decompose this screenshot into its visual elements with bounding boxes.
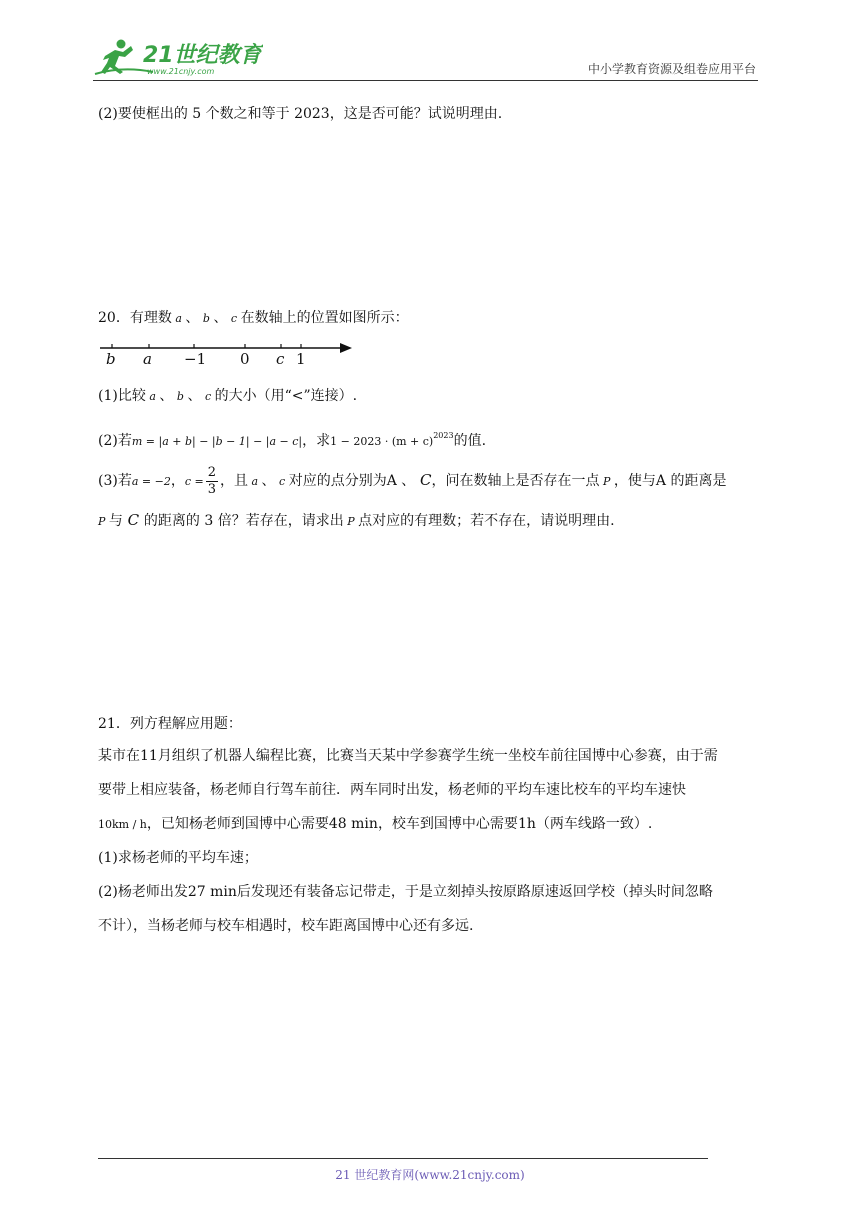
header-divider bbox=[93, 80, 758, 81]
axis-label-b: b bbox=[106, 350, 116, 368]
footer-link[interactable]: 21 世纪教育网(www.21cnjy.com) bbox=[335, 1168, 525, 1182]
q20-part3-line1: (3)若a = −2，c = $\frac{2}{3}$ ，且 a 、 c 对应的点分别为A 、 C，问在数轴上是否存在一点 P ，使与A 的距离是 bbox=[98, 464, 727, 497]
q20-part2: (2)若m = |a + b| − |b − 1| − |a − c|，求$1 - 2023 \cdot (m + c)^{2023}$的值. bbox=[98, 431, 487, 449]
q20-part3-line2: P 与 C 的距离的 3 倍？若存在，请求出 P 点对应的有理数；若不存在，请说明理由. bbox=[98, 511, 615, 529]
logo bbox=[93, 36, 263, 78]
fraction-two-thirds: $\frac{2}{3}$ bbox=[207, 464, 216, 497]
q21-line3: 10km / h，已知杨老师到国博中心需要48 min，校车到国博中心需要1h（两车线路一致）. bbox=[98, 816, 653, 832]
logo-url: www.21cnjy.com bbox=[147, 67, 215, 76]
q20-intro: 20．有理数 a 、 b 、 c 在数轴上的位置如图所示： bbox=[98, 310, 409, 326]
axis-label-a: a bbox=[143, 350, 152, 368]
q21-line2: 要带上相应装备，杨老师自行驾车前往．两车同时出发，杨老师的平均车速比校车的平均车速快 bbox=[98, 782, 686, 798]
axis-label-neg1: −1 bbox=[184, 350, 207, 368]
q20-part1: (1)比较 a 、 b 、 c 的大小（用“<”连接）. bbox=[98, 388, 358, 404]
header-platform-text: 中小学教育资源及组卷应用平台 bbox=[587, 62, 756, 76]
footer-divider bbox=[98, 1158, 708, 1159]
q21-title: 21．列方程解应用题： bbox=[98, 716, 242, 732]
q21-part2-line1: (2)杨老师出发27 min后发现还有装备忘记带走，于是立刻掉头按原路原速返回学校（掉头时间忽略 bbox=[98, 884, 713, 900]
q21-line1: 某市在11月组织了机器人编程比赛，比赛当天某中学参赛学生统一坐校车前往国博中心参赛，由于需 bbox=[98, 748, 718, 764]
q21-part1: (1)求杨老师的平均车速； bbox=[98, 850, 258, 866]
axis-label-1: 1 bbox=[296, 350, 306, 368]
q21-part2-line2: 不计），当杨老师与校车相遇时，校车距离国博中心还有多远. bbox=[98, 918, 474, 934]
logo-text: 21世纪教育 bbox=[143, 43, 262, 68]
q19-part2: (2)要使框出的 5 个数之和等于 2023，这是否可能？试说明理由. bbox=[98, 106, 503, 122]
axis-label-c: c bbox=[276, 350, 285, 368]
number-line bbox=[98, 338, 358, 368]
axis-label-0: 0 bbox=[240, 350, 250, 368]
